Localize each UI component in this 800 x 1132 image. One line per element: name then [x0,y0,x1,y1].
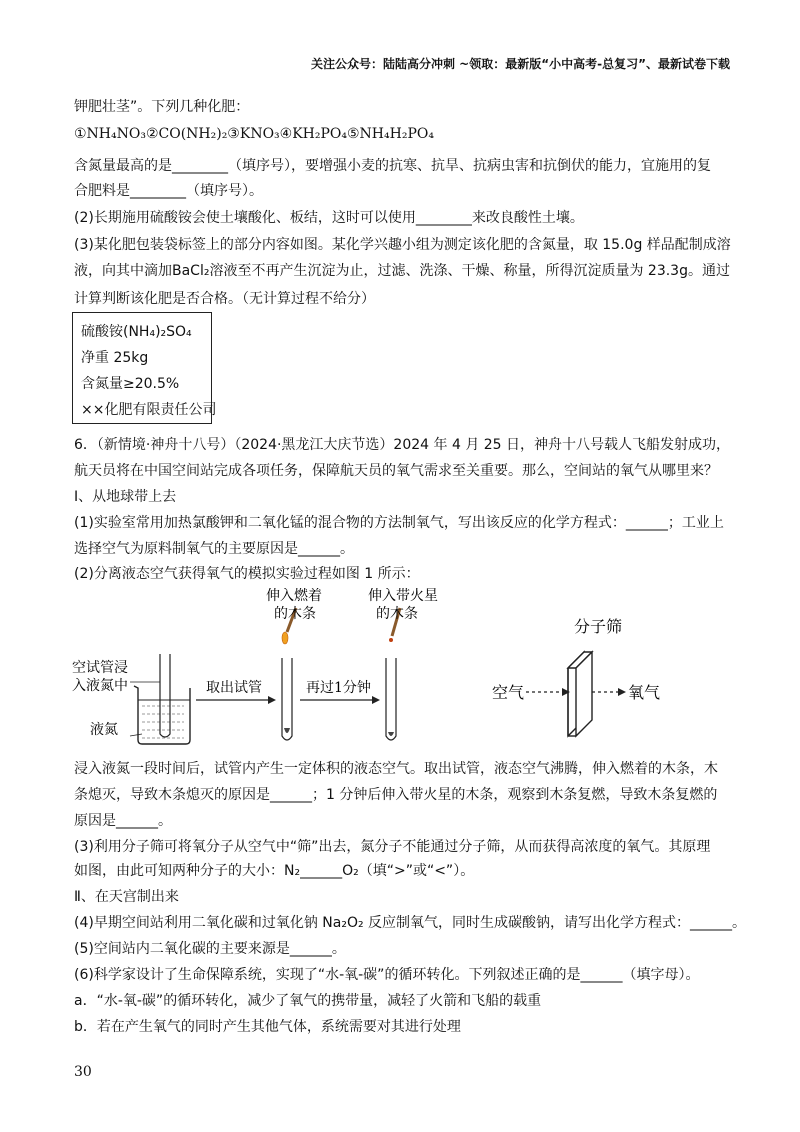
burning-stick-label-1: 伸入燃着 [266,588,322,604]
text-line: 原因是______。 [74,813,172,829]
question-6-5: (5)空间站内二氧化碳的主要来源是______。 [74,941,346,957]
text-line: 钾肥壮茎”。下列几种化肥： [74,99,250,115]
arrow-2-head [372,696,380,704]
text-line: 液，向其中滴加BaCl₂溶液至不再产生沉淀为止，过滤、洗涤、干燥、称量，所得沉淀质量为 23.3g。通过 [74,263,730,279]
oxygen-arrow-head [618,688,626,696]
label-nitrogen: 含氮量≥20.5% [81,376,180,392]
text-line: 浸入液氮一段时间后，试管内产生一定体积的液态空气。取出试管，液态空气沸腾，伸入燃着的木条，木 [74,761,718,777]
glowing-stick-label-2: 的木条 [376,606,418,622]
step-2-label: 再过1分钟 [306,680,371,696]
tube-with-glowing-stick [386,608,400,740]
arrow-1-head [268,696,276,704]
option-a: a．“水-氧-碳”的循环转化，减少了氧气的携带量，减轻了火箭和飞船的载重 [74,993,542,1009]
molecular-sieve [568,652,592,736]
label-company: ××化肥有限责任公司 [81,402,217,418]
tube-label-1: 空试管浸 [72,660,128,676]
sieve-title: 分子筛 [574,617,623,636]
text-line: 合肥料是________（填序号）。 [74,183,263,199]
question-2: (2)长期施用硫酸铵会使土壤酸化、板结，这时可以使用________来改良酸性土壤。 [74,210,584,226]
question-6-6: (6)科学家设计了生命保障系统，实现了“水-氧-碳”的循环转化。下列叙述正确的是______（填字母）。 [74,967,700,983]
page-number: 30 [74,1064,92,1080]
step-1-label: 取出试管 [206,680,262,696]
label-weight: 净重 25kg [81,350,149,366]
text-line: 计算判断该化肥是否合格。（无计算过程不给分） [74,291,375,307]
text-line: 如图，由此可知两种分子的大小：N₂______O₂（填“>”或“<”）。 [74,863,475,879]
glowing-stick-label-1: 伸入带火星 [368,588,438,604]
question-3: (3)某化肥包装袋标签上的部分内容如图。某化学兴趣小组为测定该化肥的含氮量，取 15.0g 样品配制成溶 [74,237,731,253]
figure-1 [72,588,732,748]
air-label: 空气 [492,683,525,702]
section-1-heading: I、从地球带上去 [74,489,177,505]
question-6-3: (3)利用分子筛可将氧分子从空气中“筛”出去，氮分子不能通过分子筛，从而获得高浓度的氧气。其原理 [74,839,711,855]
fertilizer-label [72,312,217,424]
question-6-4: (4)早期空间站利用二氧化碳和过氧化钠 Na₂O₂ 反应制氧气，同时生成碳酸钠，请写出化学方程式：______。 [74,915,747,931]
option-b: b．若在产生氧气的同时产生其他气体，系统需要对其进行处理 [74,1019,461,1035]
beaker-illustration [130,654,190,744]
text-line: 条熄灭，导致木条熄灭的原因是______；1 分钟后伸入带火星的木条，观察到木条复燃，导致木条复燃的 [74,787,718,803]
tube-label-2: 入液氮中 [72,678,128,694]
text-line: 含氮量最高的是________（填序号），要增强小麦的抗寒、抗旱、抗病虫害和抗倒伏的能力，宜施用的复 [74,158,711,174]
oxygen-label: 氧气 [628,683,661,702]
question-6-2: (2)分离液态空气获得氧气的模拟实验过程如图 1 所示： [74,566,420,582]
burning-stick-label-2: 的木条 [274,606,316,622]
label-name: 硫酸铵(NH₄)₂SO₄ [81,324,192,340]
text-line: 选择空气为原料制氧气的主要原因是______。 [74,541,354,557]
page-header: 关注公众号：陆陆高分冲刺 ~领取：最新版“小中高考-总复习”、最新试卷下载 [311,57,730,71]
liquid-nitrogen-label: 液氮 [90,722,118,738]
fertilizer-list: ①NH₄NO₃②CO(NH₂)₂③KNO₃④KH₂PO₄⑤NH₄H₂PO₄ [74,126,434,142]
question-6-1: (1)实验室常用加热氯酸钾和二氧化锰的混合物的方法制氧气，写出该反应的化学方程式：______；工业上 [74,515,724,531]
experiment-diagram [72,588,732,748]
question-6-title: 6．（新情境·神舟十八号）（2024·黑龙江大庆节选）2024 年 4 月 25 日，神舟十八号载人飞船发射成功， [74,437,731,453]
section-2-heading: Ⅱ、在天宫制出来 [74,889,179,905]
tube-with-burning-stick [282,608,296,740]
text-line: 航天员将在中国空间站完成各项任务，保障航天员的氧气需求至关重要。那么，空间站的氧气从哪里来？ [74,463,718,479]
